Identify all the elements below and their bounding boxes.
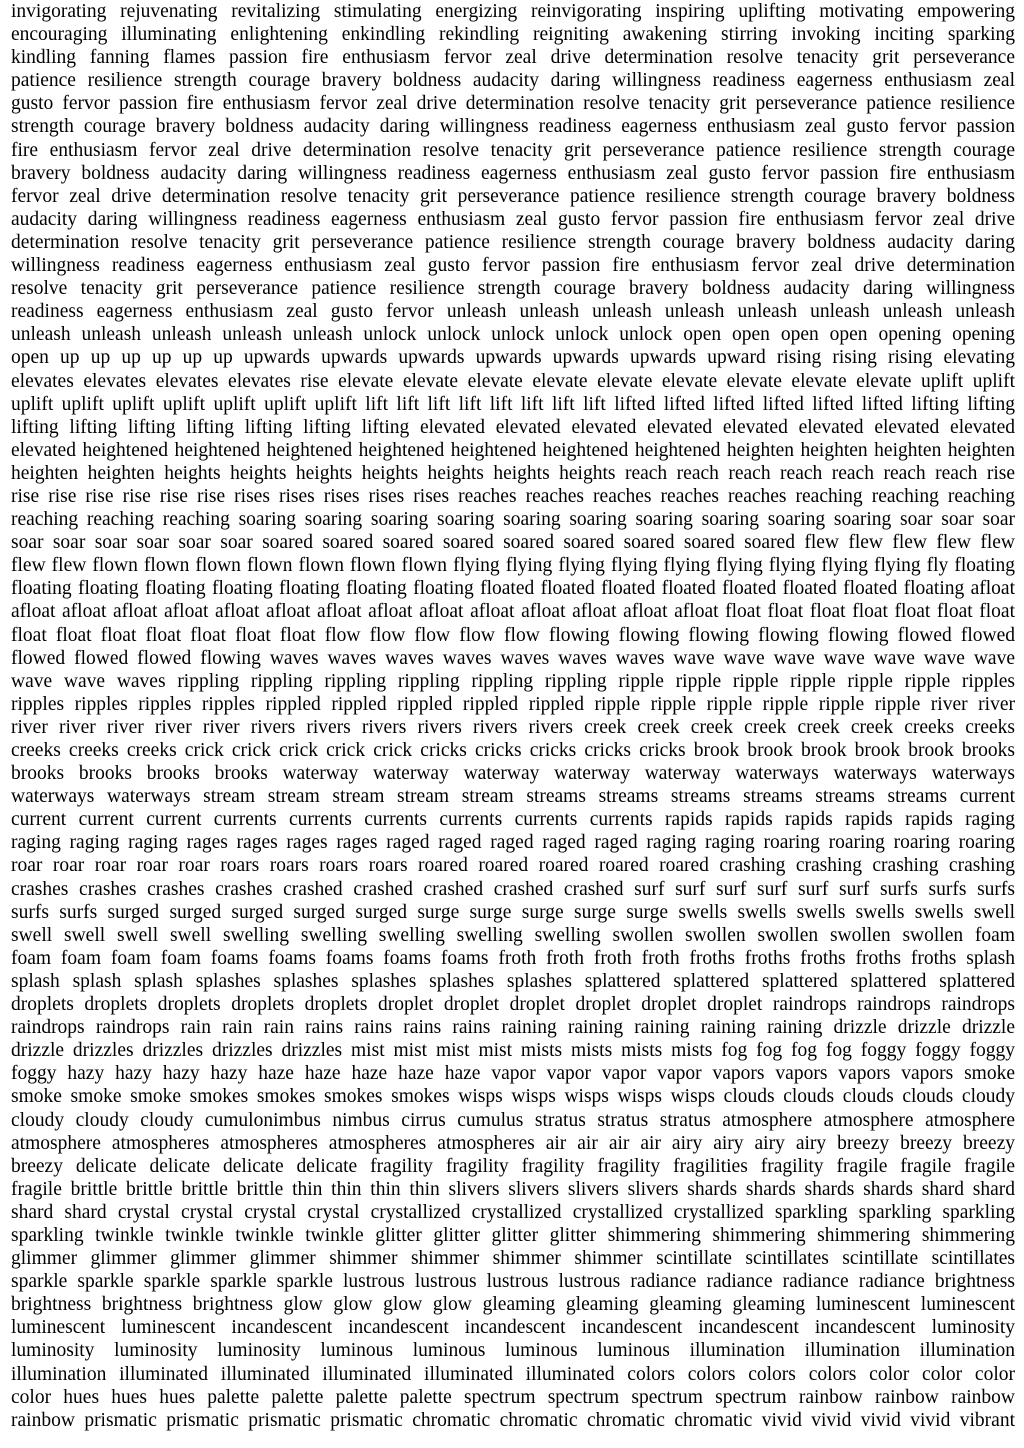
text-line: rainbow prismatic prismatic prismatic prismatic chromatic chromatic chromatic chromatic vivid vivid vivid vivid vibrant: [11, 1409, 1015, 1431]
text-line: roar roar roar roar roar roars roars roars roars roared roared roared roared roared crashing crashing crashing crashing: [11, 855, 1015, 877]
text-line: color hues hues hues palette palette palette palette spectrum spectrum spectrum spectrum rainbow rainbow rainbow: [11, 1386, 1015, 1408]
text-line: raging raging raging rages rages rages rages raged raged raged raged raged raging raging roaring roaring roaring roaring: [11, 832, 1015, 854]
text-line: crashes crashes crashes crashes crashed crashed crashed crashed crashed surf surf surf surf surf surf surfs surfs surfs: [11, 878, 1015, 900]
text-line: encouraging illuminating enlightening enkindling rekindling reigniting awakening stirring invoking inciting sparking: [11, 24, 1015, 46]
text-line: luminosity luminosity luminosity luminous luminous luminous luminous illumination illumination illumination: [11, 1340, 1015, 1362]
text-line: audacity daring willingness readiness eagerness enthusiasm zeal gusto fervor passion fire enthusiasm fervor zeal drive: [11, 208, 1015, 230]
text-line: determination resolve tenacity grit perseverance patience resilience strength courage bravery boldness audacity daring: [11, 231, 1015, 253]
text-line: reaching reaching reaching soaring soaring soaring soaring soaring soaring soaring soaring soaring soaring soar soar soar: [11, 509, 1015, 531]
text-line: flowed flowed flowed flowing waves waves waves waves waves waves waves wave wave wave wave wave wave wave: [11, 647, 1015, 669]
text-line: breezy delicate delicate delicate delicate fragility fragility fragility fragility fragilities fragility fragile fragile fragile: [11, 1155, 1015, 1177]
text-line: ripples ripples ripples ripples rippled rippled rippled rippled rippled ripple ripple ripple ripple ripple ripple river river: [11, 693, 1015, 715]
text-line: uplift uplift uplift uplift uplift uplift uplift lift lift lift lift lift lift lift lift lifted lifted lifted lifted lifted lifted lifting lifting: [11, 393, 1015, 415]
text-line: strength courage bravery boldness audacity daring willingness readiness eagerness enthusiasm zeal gusto fervor passion: [11, 116, 1015, 138]
text-line: raindrops raindrops rain rain rain rains rains rains rains raining raining raining raining raining drizzle drizzle drizzle: [11, 1017, 1015, 1039]
text-line: surfs surfs surged surged surged surged surged surge surge surge surge surge swells swells swells swells swells swell: [11, 901, 1015, 923]
text-line: cloudy cloudy cloudy cumulonimbus nimbus cirrus cumulus stratus stratus stratus atmosphere atmosphere atmosphere: [11, 1109, 1015, 1131]
text-line: glimmer glimmer glimmer glimmer shimmer shimmer shimmer shimmer scintillate scintillates scintillate scintillates: [11, 1248, 1015, 1270]
text-line: gusto fervor passion fire enthusiasm fervor zeal drive determination resolve tenacity grit perseverance patience resilience: [11, 93, 1015, 115]
text-line: sparkling twinkle twinkle twinkle twinkle glitter glitter glitter glitter shimmering shimmering shimmering shimmering: [11, 1224, 1015, 1246]
text-line: splash splash splash splashes splashes splashes splashes splashes splattered splattered splattered splattered splattered: [11, 970, 1015, 992]
text-line: resolve tenacity grit perseverance patience resilience strength courage bravery boldness audacity daring willingness: [11, 278, 1015, 300]
text-line: brooks brooks brooks brooks waterway waterway waterway waterway waterway waterways waterways waterways: [11, 763, 1015, 785]
text-line: elevated heightened heightened heightened heightened heightened heightened heightened heighten heighten heighten heighten: [11, 439, 1015, 461]
text-line: readiness eagerness enthusiasm zeal gusto fervor unleash unleash unleash unleash unleash unleash unleash unleash: [11, 301, 1015, 323]
text-line: willingness readiness eagerness enthusiasm zeal gusto fervor passion fire enthusiasm fervor zeal drive determination: [11, 255, 1015, 277]
text-line: rise rise rise rise rise rise rises rises rises rises rises reaches reaches reaches reaches reaches reaching reaching reaching: [11, 485, 1015, 507]
text-line: floating floating floating floating floating floating floating floated floated floated floated floated floated floated floating afloat: [11, 578, 1015, 600]
text-line: luminescent luminescent incandescent incandescent incandescent incandescent incandescent incandescent luminosity: [11, 1317, 1015, 1339]
text-line: fervor zeal drive determination resolve tenacity grit perseverance patience resilience strength courage bravery boldness: [11, 185, 1015, 207]
text-line: waterways waterways stream stream stream stream stream streams streams streams streams streams streams current: [11, 786, 1015, 808]
text-line: foggy hazy hazy hazy hazy haze haze haze haze haze vapor vapor vapor vapor vapors vapors vapors vapors smoke: [11, 1063, 1015, 1085]
body-text: [11, 0, 1015, 1432]
text-line: river river river river river rivers rivers rivers rivers rivers rivers creek creek creek creek creek creek creeks creeks: [11, 716, 1015, 738]
text-line: lifting lifting lifting lifting lifting lifting lifting elevated elevated elevated elevated elevated elevated elevated elevated: [11, 416, 1015, 438]
text-line: open up up up up up up upwards upwards upwards upwards upwards upwards upward rising rising rising elevating: [11, 347, 1015, 369]
text-line: heighten heighten heights heights heights heights heights heights heights reach reach reach reach reach reach reach rise: [11, 462, 1015, 484]
text-line: foam foam foam foam foams foams foams foams foams froth froth froth froth froths froths froths froths froths splash: [11, 947, 1015, 969]
text-line: drizzle drizzles drizzles drizzles drizzles mist mist mist mist mists mists mists mists fog fog fog fog foggy foggy foggy: [11, 1040, 1015, 1062]
text-line: fire enthusiasm fervor zeal drive determination resolve tenacity grit perseverance patience resilience strength courage: [11, 139, 1015, 161]
text-line: sparkle sparkle sparkle sparkle sparkle lustrous lustrous lustrous lustrous radiance radiance radiance radiance brightness: [11, 1271, 1015, 1293]
text-line: kindling fanning flames passion fire enthusiasm fervor zeal drive determination resolve tenacity grit perseverance: [11, 47, 1015, 69]
text-line: patience resilience strength courage bravery boldness audacity daring willingness readiness eagerness enthusiasm zeal: [11, 70, 1015, 92]
text-line: creeks creeks creeks crick crick crick crick crick cricks cricks cricks cricks cricks brook brook brook brook brook brooks: [11, 740, 1015, 761]
text-line: droplets droplets droplets droplets droplets droplet droplet droplet droplet droplet droplet raindrops raindrops raindrops: [11, 994, 1015, 1016]
text-line: atmosphere atmospheres atmospheres atmospheres atmospheres air air air air airy airy airy airy breezy breezy breezy: [11, 1132, 1015, 1154]
text-line: smoke smoke smoke smokes smokes smokes smokes wisps wisps wisps wisps wisps clouds clouds clouds clouds cloudy: [11, 1086, 1015, 1108]
text-line: fragile brittle brittle brittle brittle thin thin thin thin slivers slivers slivers slivers shards shards shards shards shard shard: [11, 1178, 1015, 1200]
text-line: shard shard crystal crystal crystal crystal crystallized crystallized crystallized crystallized sparkling sparkling sparkling: [11, 1201, 1015, 1223]
text-line: afloat afloat afloat afloat afloat afloat afloat afloat afloat afloat afloat afloat afloat afloat float float float float float float float: [11, 601, 1015, 623]
text-line: bravery boldness audacity daring willingness readiness eagerness enthusiasm zeal gusto fervor passion fire enthusiasm: [11, 162, 1015, 184]
text-line: float float float float float float float flow flow flow flow flow flowing flowing flowing flowing flowing flowed flowed: [11, 624, 1015, 646]
text-line: unleash unleash unleash unleash unleash unlock unlock unlock unlock unlock open open open open opening opening: [11, 324, 1015, 346]
text-line: swell swell swell swell swelling swelling swelling swelling swelling swollen swollen swollen swollen swollen foam: [11, 924, 1015, 946]
text-line: wave wave waves rippling rippling rippling rippling rippling rippling ripple ripple ripple ripple ripple ripple ripples: [11, 670, 1015, 692]
text-line: brightness brightness brightness glow glow glow glow gleaming gleaming gleaming gleaming luminescent luminescent: [11, 1294, 1015, 1316]
text-line: elevates elevates elevates elevates rise elevate elevate elevate elevate elevate elevate elevate elevate elevate uplift uplift: [11, 370, 1015, 392]
text-line: illumination illuminated illuminated illuminated illuminated illuminated colors colors colors colors color color color: [11, 1363, 1015, 1385]
text-line: invigorating rejuvenating revitalizing stimulating energizing reinvigorating inspiring uplifting motivating empowering: [11, 1, 1015, 22]
text-line: current current current currents currents currents currents currents currents rapids rapids rapids rapids rapids raging: [11, 809, 1015, 831]
text-line: flew flew flown flown flown flown flown flown flown flying flying flying flying flying flying flying flying flying fly floating: [11, 555, 1015, 577]
text-line: soar soar soar soar soar soar soared soared soared soared soared soared soared soared soared flew flew flew flew flew: [11, 532, 1015, 554]
